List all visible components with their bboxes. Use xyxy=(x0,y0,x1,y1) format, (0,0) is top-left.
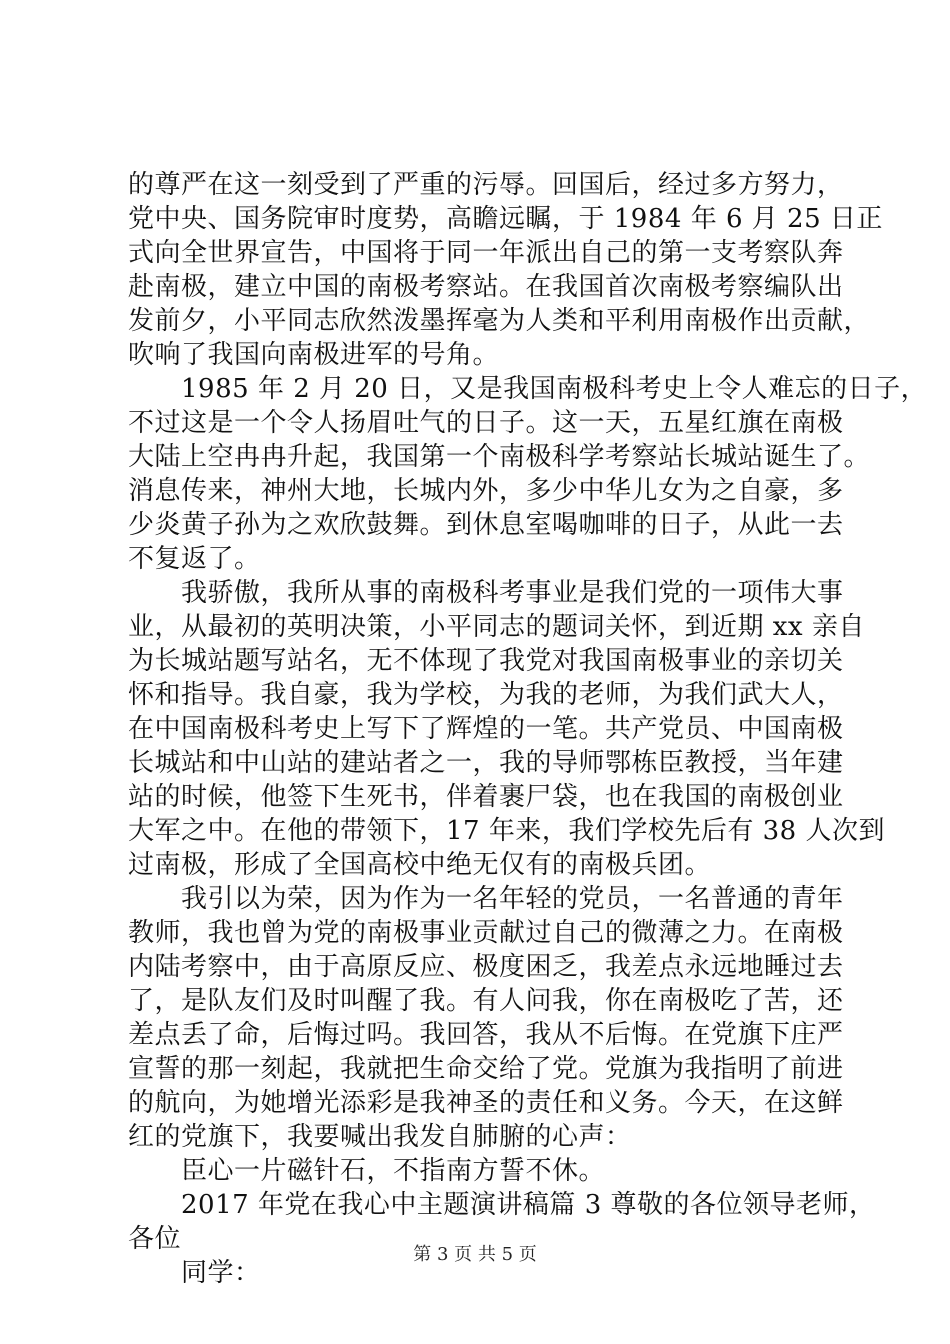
text-line: 1985 年 2 月 20 日，又是我国南极科考史上令人难忘的日子， xyxy=(128,374,928,404)
text-line: 我引以为荣，因为作为一名年轻的党员，一名普通的青年 xyxy=(128,884,844,914)
page-footer xyxy=(0,1244,950,1266)
text-line: 我骄傲，我所从事的南极科考事业是我们党的一项伟大事 xyxy=(128,578,844,608)
text-line: 少炎黄子孙为之欢欣鼓舞。到休息室喝咖啡的日子，从此一去 xyxy=(128,510,844,540)
text-line: 吹响了我国向南极进军的号角。 xyxy=(128,340,500,370)
text-line: 的尊严在这一刻受到了严重的污辱。回国后，经过多方努力， xyxy=(128,170,844,200)
text-line: 赴南极，建立中国的南极考察站。在我国首次南极考察编队出 xyxy=(128,272,844,302)
text-line: 宣誓的那一刻起，我就把生命交给了党。党旗为我指明了前进 xyxy=(128,1054,844,1084)
text-line: 大陆上空冉冉升起，我国第一个南极科学考察站长城站诞生了。 xyxy=(128,442,871,472)
text-line: 怀和指导。我自豪，我为学校，为我的老师，为我们武大人， xyxy=(128,680,844,710)
text-line: 差点丢了命，后悔过吗。我回答，我从不后悔。在党旗下庄严 xyxy=(128,1020,844,1050)
page-number: 第 3 页 共 5 页 xyxy=(413,1244,537,1265)
body-text xyxy=(128,168,928,1290)
text-line: 红的党旗下，我要喊出我发自肺腑的心声： xyxy=(128,1122,632,1152)
text-line: 消息传来，神州大地，长城内外，多少中华儿女为之自豪，多 xyxy=(128,476,844,506)
text-line: 站的时候，他签下生死书，伴着裹尸袋，也在我国的南极创业 xyxy=(128,782,844,812)
text-line: 的航向，为她增光添彩是我神圣的责任和义务。今天，在这鲜 xyxy=(128,1088,844,1118)
text-line: 内陆考察中，由于高原反应、极度困乏，我差点永远地睡过去 xyxy=(128,952,844,982)
text-line: 为长城站题写站名，无不体现了我党对我国南极事业的亲切关 xyxy=(128,646,844,676)
text-line: 式向全世界宣告，中国将于同一年派出自己的第一支考察队奔 xyxy=(128,238,844,268)
text-line: 不复返了。 xyxy=(128,544,261,574)
text-line: 大军之中。在他的带领下，17 年来，我们学校先后有 38 人次到 xyxy=(128,816,885,846)
text-line: 教师，我也曾为党的南极事业贡献过自己的微薄之力。在南极 xyxy=(128,918,844,948)
text-line: 在中国南极科考史上写下了辉煌的一笔。共产党员、中国南极 xyxy=(128,714,844,744)
text-line: 长城站和中山站的建站者之一，我的导师鄂栋臣教授，当年建 xyxy=(128,748,844,778)
text-line: 同学： xyxy=(128,1258,261,1288)
text-line: 臣心一片磁针石，不指南方誓不休。 xyxy=(128,1156,606,1186)
text-line: 不过这是一个令人扬眉吐气的日子。这一天，五星红旗在南极 xyxy=(128,408,844,438)
text-line: 2017 年党在我心中主题演讲稿篇 3 尊敬的各位领导老师， xyxy=(128,1190,876,1220)
text-line: 党中央、国务院审时度势，高瞻远瞩，于 1984 年 6 月 25 日正 xyxy=(128,204,883,234)
text-line: 业，从最初的英明决策，小平同志的题词关怀，到近期 xx 亲自 xyxy=(128,612,865,642)
text-line: 各位 xyxy=(128,1224,182,1254)
text-line: 发前夕，小平同志欣然泼墨挥毫为人类和平利用南极作出贡献， xyxy=(128,306,871,336)
text-line: 了，是队友们及时叫醒了我。有人问我，你在南极吃了苦，还 xyxy=(128,986,844,1016)
text-line: 过南极，形成了全国高校中绝无仅有的南极兵团。 xyxy=(128,850,712,880)
